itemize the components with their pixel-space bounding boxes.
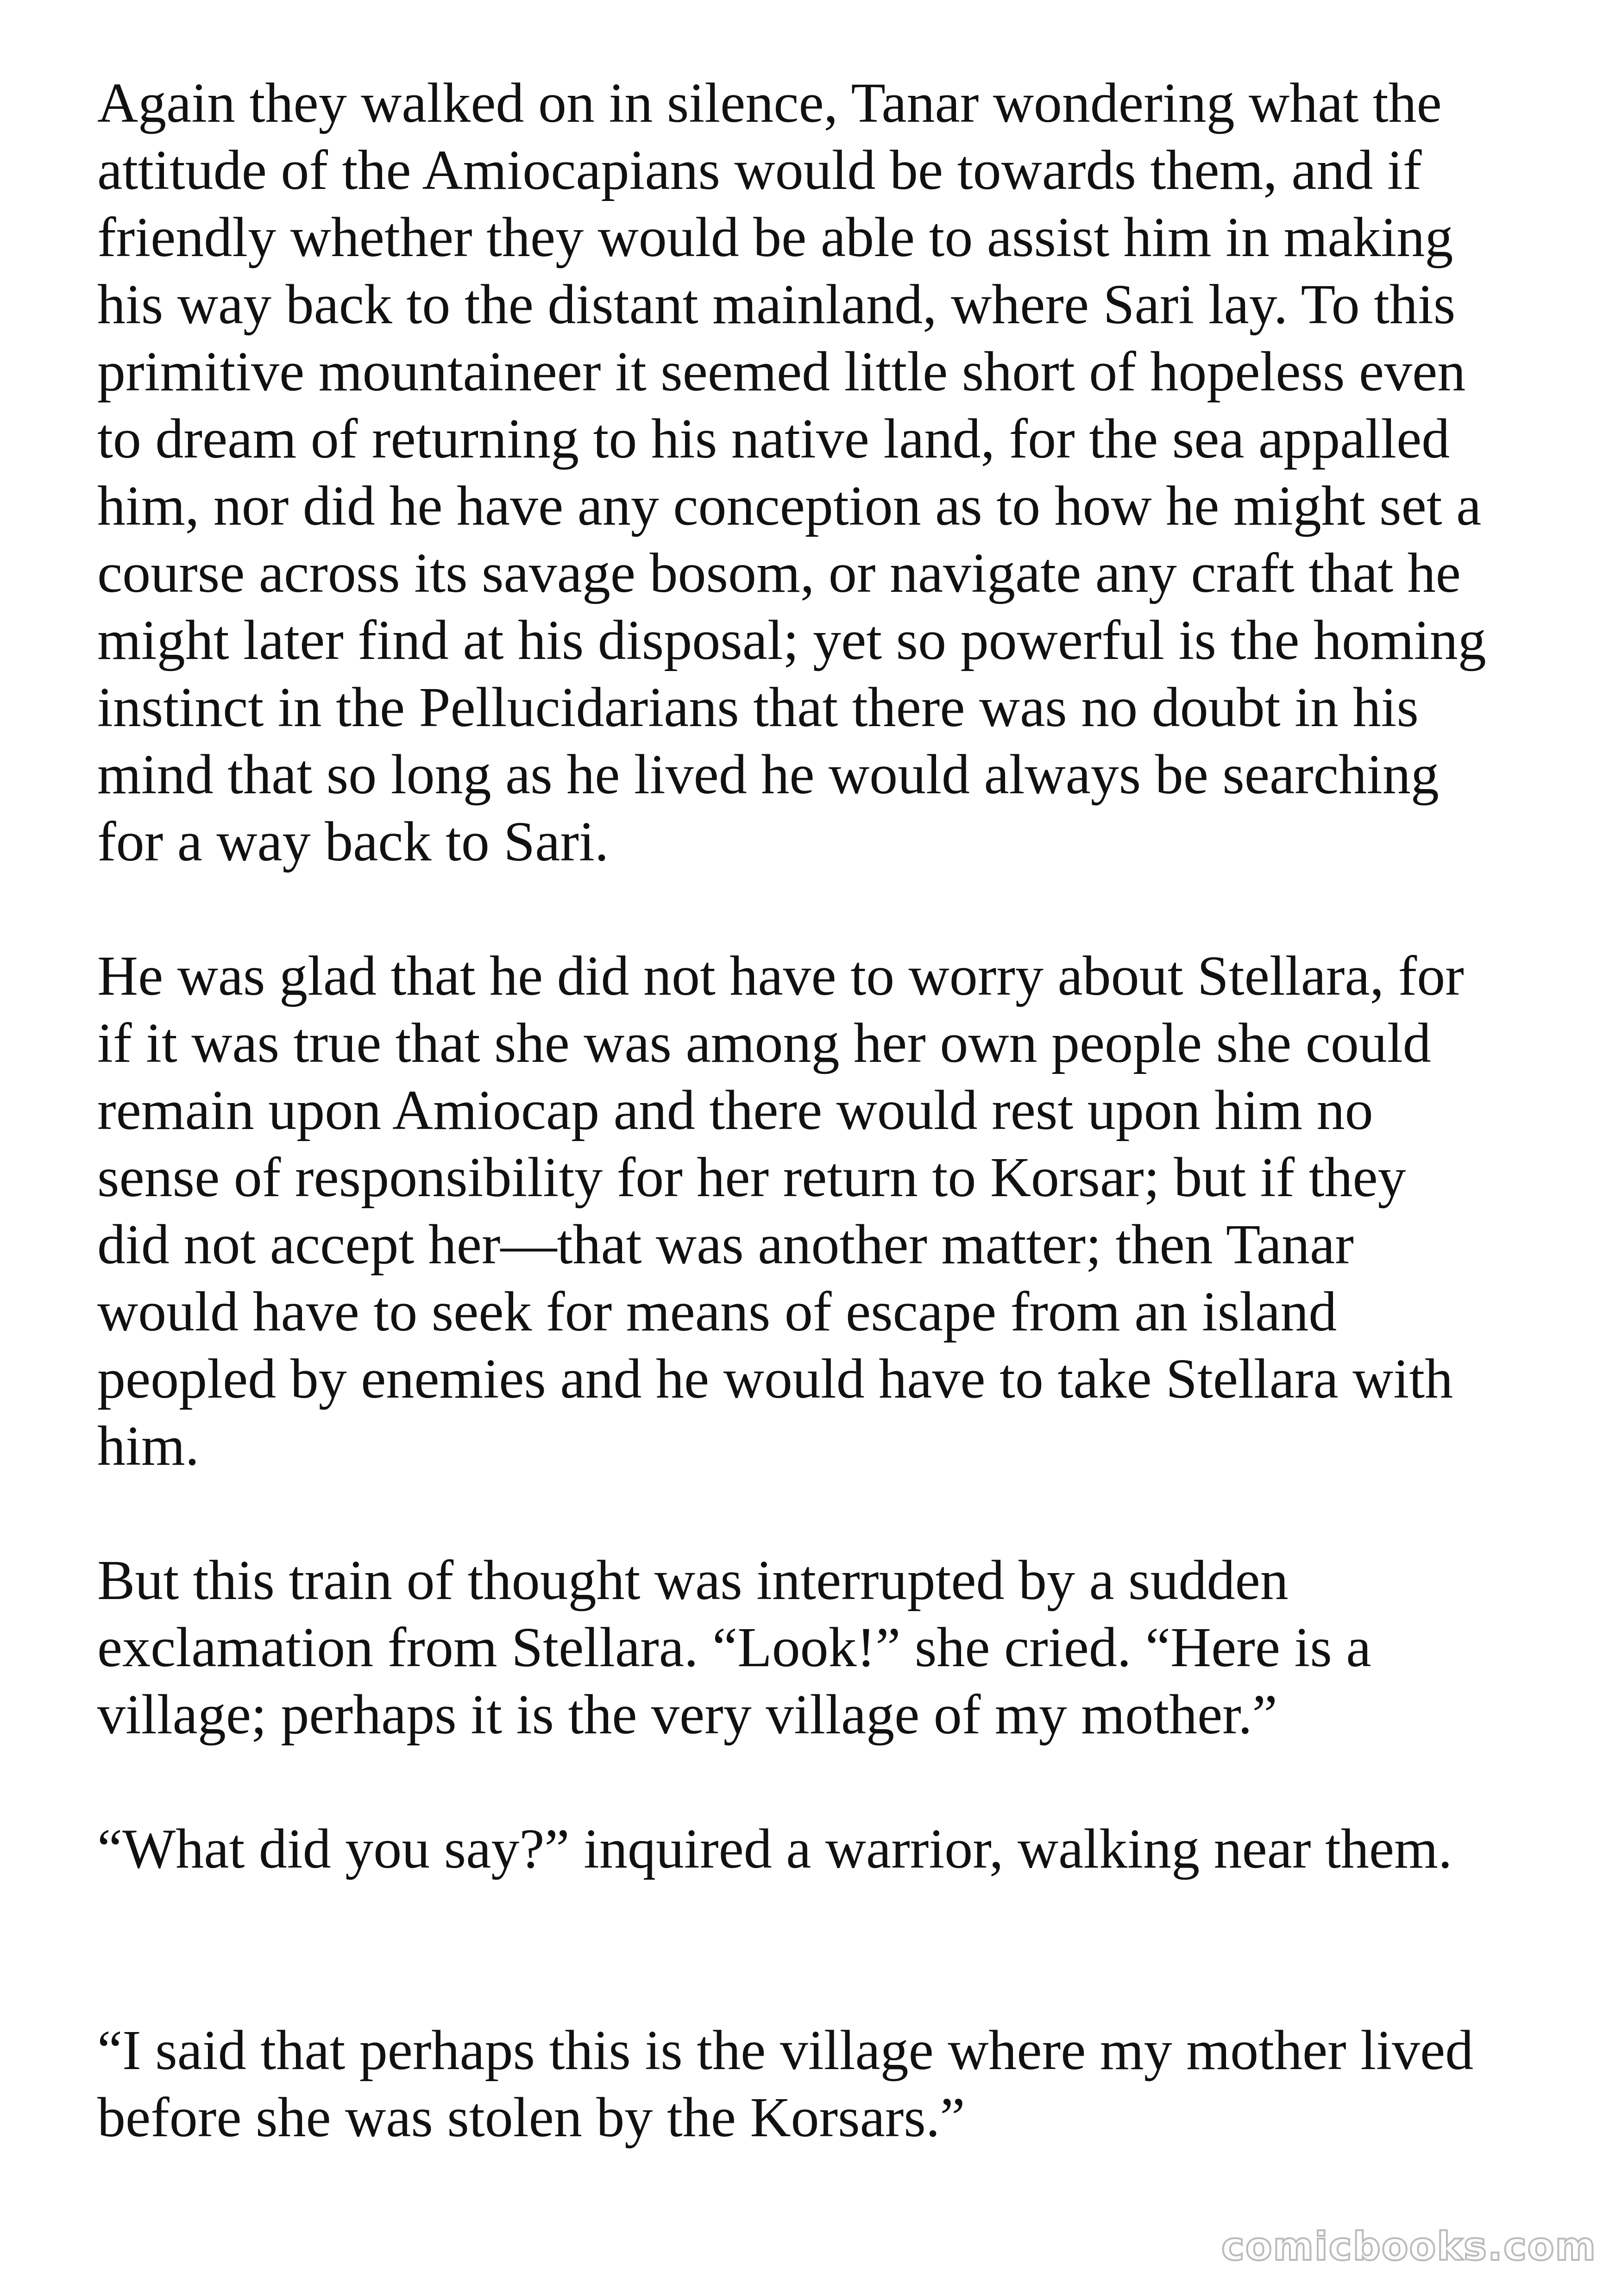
text-line: did not accept her—that was another matter; then Tanar [97,1213,1354,1276]
paragraph-2 [97,942,1464,1480]
text-line: mind that so long as he lived he would always be searching [97,743,1439,806]
text-line: village; perhaps it is the very village of my mother.” [97,1683,1277,1746]
text-line: peopled by enemies and he would have to take Stellara with [97,1348,1453,1410]
text-line: to dream of returning to his native land, for the sea appalled [97,408,1450,470]
text-line: might later find at his disposal; yet so powerful is the homing [97,609,1486,671]
text-line: sense of responsibility for her return to Korsar; but if they [97,1146,1406,1209]
text-line: would have to seek for means of escape from an island [97,1280,1337,1343]
text-line: exclamation from Stellara. “Look!” she cried. “Here is a [97,1616,1371,1679]
text-line: primitive mountaineer it seemed little short of hopeless even [97,340,1466,403]
text-line: remain upon Amiocap and there would rest upon him no [97,1079,1373,1142]
text-line: friendly whether they would be able to assist him in making [97,206,1453,269]
text-line: He was glad that he did not have to worry about Stellara, for [97,945,1464,1007]
text-line: attitude of the Amiocapians would be towards them, and if [97,139,1422,201]
text-line: his way back to the distant mainland, where Sari lay. To this [97,273,1456,336]
paragraph-5 [97,2017,1473,2151]
paragraph-4 [97,1815,1452,1882]
text-line: “What did you say?” inquired a warrior, walking near them. [97,1818,1452,1880]
text-line: Again they walked on in silence, Tanar wondering what the [97,72,1442,134]
text-line: “I said that perhaps this is the village where my mother lived [97,2019,1474,2082]
paragraph-1 [97,69,1486,875]
text-line: course across its savage bosom, or navigate any craft that he [97,542,1461,604]
text-line: him. [97,1415,200,1477]
text-line: him, nor did he have any conception as to how he might set a [97,475,1482,537]
paragraph-3 [97,1547,1371,1748]
text-line: instinct in the Pellucidarians that there was no doubt in his [97,676,1419,739]
watermark-logo: comicbooks.com [1221,2224,1597,2269]
text-line: before she was stolen by the Korsars.” [97,2086,965,2149]
text-line: if it was true that she was among her own people she could [97,1012,1431,1074]
text-line: But this train of thought was interrupted by a sudden [97,1549,1289,1612]
text-line: for a way back to Sari. [97,810,609,873]
